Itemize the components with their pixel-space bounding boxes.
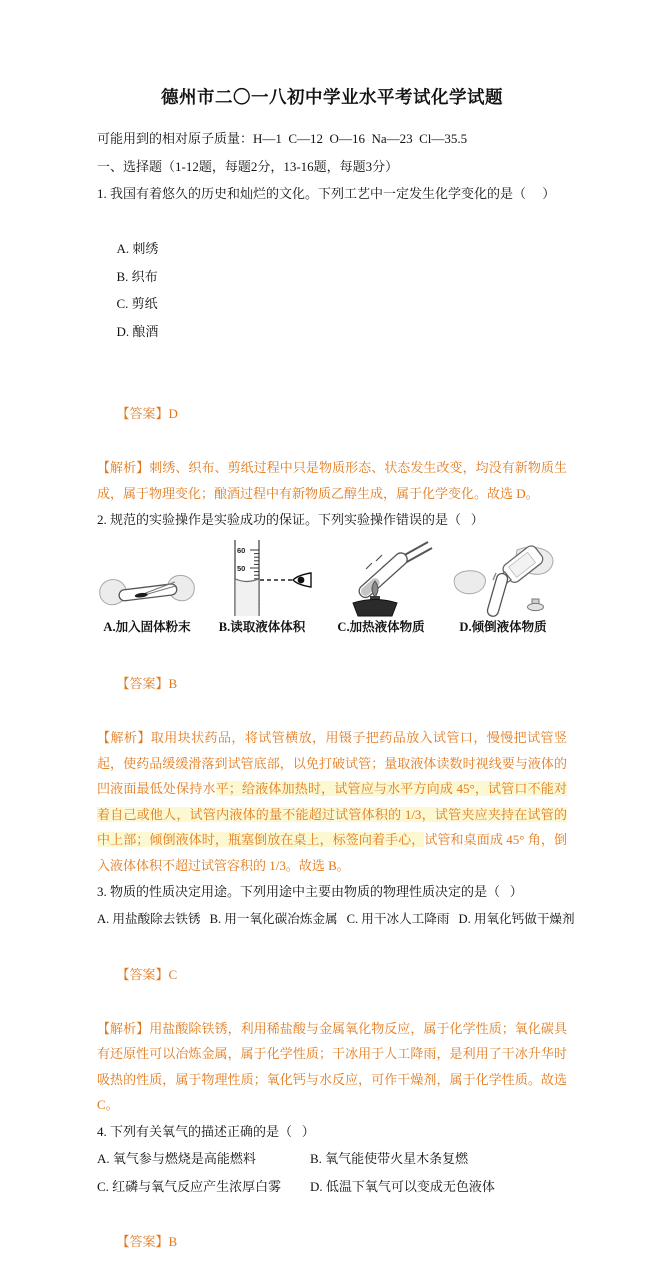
scale-label-60: 60: [237, 545, 246, 555]
answer-value: D: [168, 406, 178, 421]
figure-d-caption: D.倾倒液体物质: [459, 619, 547, 634]
scale-label-50: 50: [237, 563, 246, 573]
heat-liquid-icon: [327, 541, 435, 617]
question-3-option-d: D. 用氧化钙做干燥剂: [458, 911, 575, 926]
question-2-analysis: [97, 725, 567, 878]
answer-label: 【答案】: [116, 676, 169, 691]
figure-b-caption: B.读取液体体积: [218, 619, 306, 634]
analysis-label: 【解析】: [97, 730, 151, 745]
question-1-option-c: C. 剪纸: [116, 296, 158, 311]
question-2: [97, 506, 567, 878]
analysis-text: 刺绣、织布、剪纸过程中只是物质形态、状态发生改变，均没有新物质生成，属于物理变化；酿酒过程中有新物质乙醇生成，属于化学变化。故选 D。: [97, 460, 567, 501]
read-liquid-volume-icon: [209, 539, 315, 617]
figure-b-read-volume: [209, 539, 315, 636]
section-heading: 一、选择题（1-12题，每题2分，13-16题，每题3分）: [97, 158, 399, 174]
question-1-answer: [97, 373, 567, 456]
question-4-stem: 4. 下列有关氧气的描述正确的是（ ）: [97, 1123, 315, 1139]
pour-liquid-icon: [447, 547, 559, 617]
bottle-stopper-icon: [528, 599, 544, 611]
question-4-option-d: D. 低温下氧气可以变成无色液体: [310, 1178, 495, 1194]
question-1-option-d: D. 酿酒: [116, 323, 159, 339]
eye-icon: [293, 573, 311, 587]
question-1-options: [97, 208, 567, 373]
question-3-option-a: A. 用盐酸除去铁锈: [97, 911, 201, 926]
answer-value: B: [168, 676, 178, 691]
question-1: [97, 180, 567, 506]
analysis-text-highlighted: 平；给液体加热时，试管应与水平方向成 45°，试管口不能对着自己或他人，试管内液体的量不能超过试管体积的 1/3，试管夹应夹持在试管的中上部；倾倒液体时，瓶塞倒放在桌上，标签向着手心，: [97, 781, 567, 847]
analysis-text-plain: 取用块状药品，将试管横放，用镊子把药品放入试管口，慢慢把试管竖起，使药品缓缓滑落到试管底部，以免打破试管；量取液体读数时视线要与液体的凹液面最低处保持水: [97, 730, 567, 796]
analysis-label: 【解析】: [97, 460, 150, 475]
answer-label: 【答案】: [116, 1233, 169, 1249]
question-1-stem: 1. 我国有着悠久的历史和灿烂的文化。下列工艺中一定发生化学变化的是（ ）: [97, 186, 556, 201]
question-3-option-c: C. 用干冰人工降雨: [346, 911, 450, 926]
question-2-stem: 2. 规范的实验操作是实验成功的保证。下列实验操作错误的是（ ）: [97, 512, 484, 527]
figure-a-add-solid-powder: [97, 563, 197, 636]
figure-c-heat-liquid: [327, 541, 435, 636]
question-4: [97, 1118, 567, 1283]
question-3-answer: [97, 933, 567, 1016]
add-solid-powder-icon: [97, 563, 197, 617]
question-3-stem: 3. 物质的性质决定用途。下列用途中主要由物质的物理性质决定的是（ ）: [97, 884, 523, 899]
question-4-option-c: C. 红磷与氧气反应产生浓厚白雾: [97, 1178, 282, 1194]
atomic-mass-note: 可能用到的相对原子质量：H—1 C—12 O—16 Na—23 Cl—35.5: [97, 131, 468, 146]
figure-d-pour-liquid: [447, 547, 559, 636]
question-2-figures: [97, 539, 567, 636]
answer-value: B: [168, 1233, 178, 1249]
exam-title: 德州市二〇一八初中学业水平考试化学试题: [161, 87, 503, 107]
question-1-option-a: A. 刺绣: [116, 241, 159, 256]
question-3-option-b: B. 用一氧化碳冶炼金属: [209, 911, 338, 926]
figure-c-caption: C.加热液体物质: [337, 619, 425, 634]
question-2-answer: [97, 643, 567, 726]
answer-label: 【答案】: [116, 406, 169, 421]
answer-value: C: [168, 966, 178, 982]
question-4-answer: [97, 1200, 567, 1283]
analysis-text-plain: 试管和桌面成 45° 角，倒入液体体积不超过试管容积的 1/3。故选 B。: [97, 832, 567, 873]
question-4-option-b: B. 氧气能使带火星木条复燃: [310, 1151, 469, 1166]
question-1-option-b: B. 织布: [116, 268, 158, 284]
question-4-option-a: A. 氧气参与燃烧是高能燃料: [97, 1151, 256, 1166]
question-3: [97, 878, 575, 1118]
question-3-analysis: [97, 1016, 567, 1118]
figure-a-caption: A.加入固体粉末: [103, 619, 191, 634]
question-4-options: [97, 1145, 567, 1200]
question-3-options: [97, 906, 575, 934]
answer-label: 【答案】: [116, 966, 169, 982]
analysis-text: 用盐酸除铁锈，利用稀盐酸与金属氧化物反应，属于化学性质；氧化碳具有还原性可以冶炼金属，属于化学性质；干冰用于人工降雨，是利用了干冰升华时吸热的性质，属于物理性质；氧化钙与水反应，可作干燥剂，属于化学性质。故选 C。: [97, 1020, 567, 1112]
question-1-analysis: [97, 455, 567, 506]
analysis-label: 【解析】: [97, 1020, 150, 1036]
